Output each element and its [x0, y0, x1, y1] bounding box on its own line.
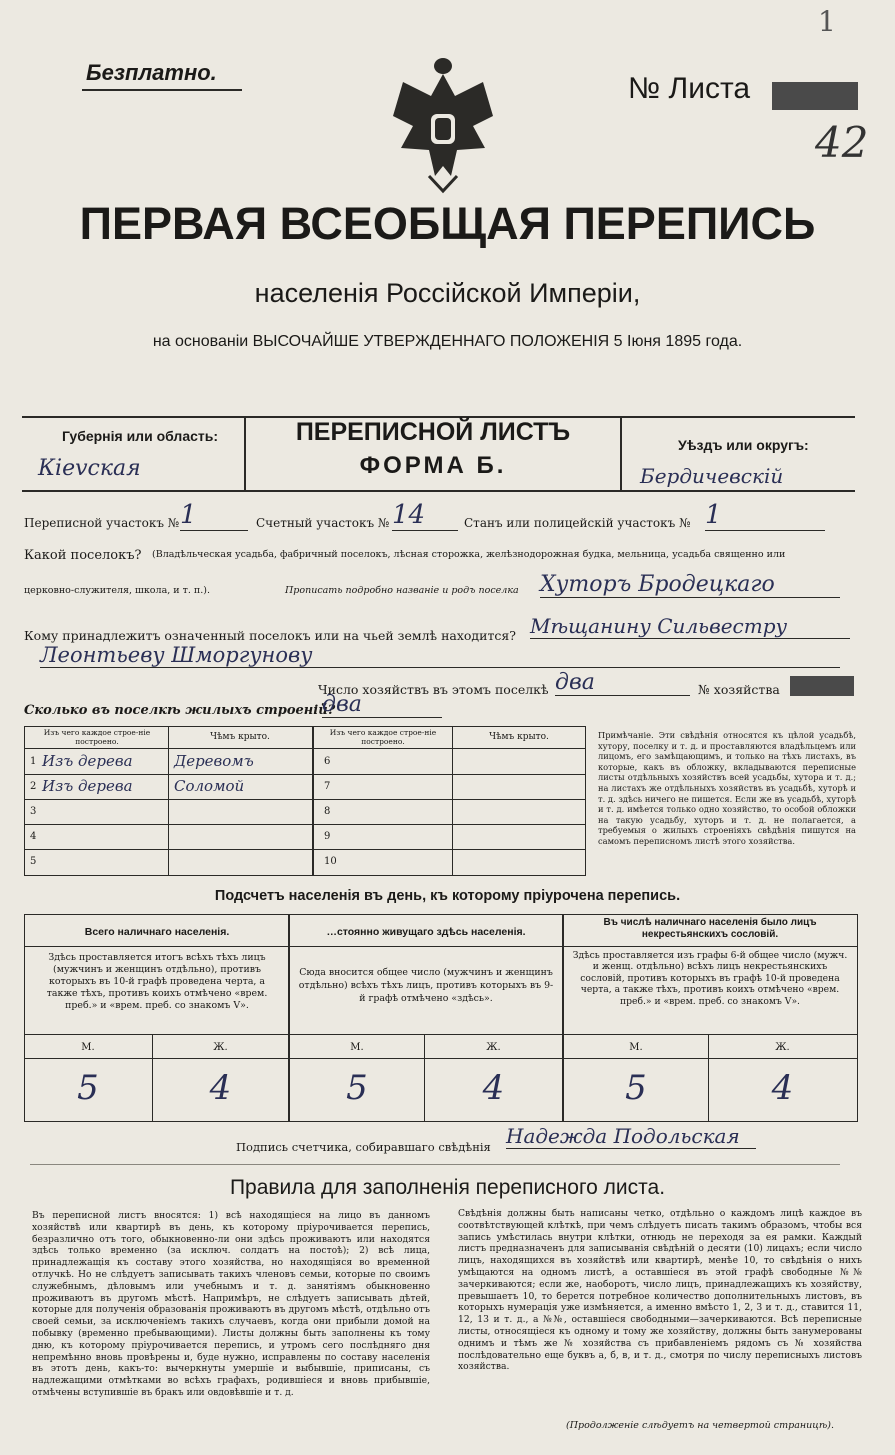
owner-value-2: Леонтьеву Шморгунову	[40, 643, 840, 668]
col-roof-head-right: Чѣмъ крыто.	[489, 732, 549, 742]
population-heading: Подсчетъ населенія въ день, къ которому пріурочена перепись.	[214, 888, 681, 904]
pop-value: 4	[482, 1068, 505, 1108]
district-label: Уѣздъ или округъ:	[678, 437, 809, 453]
pop-rule-head	[24, 946, 858, 947]
sheet-number-handwritten: 42	[815, 118, 869, 167]
pop-value: 5	[346, 1068, 368, 1108]
census-area-label: Переписной участокъ №	[24, 516, 180, 530]
imperial-eagle-icon	[383, 56, 503, 196]
row-number: 7	[324, 781, 331, 792]
settlement-instruction: Прописать подробно названіе и родъ поселка	[285, 585, 519, 596]
row-number: 3	[30, 806, 37, 817]
free-underline	[82, 89, 242, 91]
province-label: Губернія или область:	[62, 428, 219, 444]
pop-value: 5	[77, 1068, 99, 1108]
stan-label: Станъ или полицейскій участокъ №	[464, 516, 691, 530]
col-f-3: Ж.	[775, 1042, 790, 1053]
main-title: ПЕРВАЯ ВСЕОБЩАЯ ПЕРЕПИСЬ	[79, 198, 816, 249]
row-number: 10	[324, 856, 337, 867]
col-m-3: М.	[629, 1042, 643, 1053]
table-row	[314, 775, 586, 800]
pop-value: 4	[771, 1068, 794, 1108]
table-row	[314, 850, 586, 874]
stan-value: 1	[705, 500, 825, 531]
row-material: Изъ дерева	[42, 777, 133, 795]
buildings-label: Сколько въ поселкѣ жилыхъ строеній?	[24, 703, 336, 718]
col-material-head-left: Изъ чего каждое строе-ніе построено.	[43, 728, 151, 746]
pop-col3-head: Въ числѣ наличнаго населенія было лицъ некрестьянскихъ сословій.	[603, 917, 817, 940]
sheet-number-label: № Листа	[628, 72, 751, 105]
rule-bottom	[22, 490, 855, 492]
buildings-rows-left	[24, 750, 312, 874]
row-roof: Деревомъ	[174, 752, 254, 770]
table-row	[314, 800, 586, 825]
dotted-rule	[30, 1164, 840, 1165]
col-material-head-right: Изъ чего каждое строе-ніе построено.	[329, 728, 437, 746]
owner-label: Кому принадлежитъ означенный поселокъ или на чьей землѣ находится?	[24, 628, 516, 643]
col-m-2: М.	[350, 1042, 364, 1053]
basis-line: на основаніи ВЫСОЧАЙШЕ УТВЕРЖДЕННАГО ПОЛОЖЕНІЯ 5 Іюня 1895 года.	[152, 333, 743, 350]
note-text: Примѣчаніе. Эти свѣдѣнія относятся къ цѣлой усадьбѣ, хутору, поселку и т. д. и проставляются владѣльцемъ или лицомъ, его замѣщающимъ, и только на тѣхъ листахъ, въ которые, какъ въ обложку, вкладываются переписные листы отдѣльныхъ хозяйствъ всей усадьбы, хутора и т. д.; на листахъ же отдѣльныхъ хозяйствъ въ усадьбѣ, хуторѣ и т. д. здѣсь ничего не пишется. Если же въ усадьбѣ, хуторѣ и т. д. имѣется только одно хозяйство, то особой обложки на такую усадьбу, хуторъ и т. д. не полагается, а требуемыя о жилыхъ строеніяхъ свѣдѣнія пишутся на самомъ переписномъ листѣ этого хозяйства.	[598, 730, 856, 846]
free-label: Безплатно.	[86, 60, 217, 85]
pop-value: 5	[625, 1068, 647, 1108]
row-number: 6	[324, 756, 331, 767]
district-value: Бердичевскій	[640, 464, 784, 488]
settlement-label: Какой поселокъ?	[24, 548, 142, 563]
settlement-hint-2: церковно-служителя, школа, и т. п.).	[24, 585, 210, 596]
sheet-number-redacted	[772, 82, 858, 110]
rules-left-column: Въ переписной листъ вносятся: 1) всѣ находящіеся на лицо въ данномъ хозяйствѣ или квартирѣ въ день, къ которому пріурочивается перепись, безразлично отъ того, обыкновенно-ли они здѣсь проживаютъ или находятся здѣсь только временно (за исключ. солдатъ на постоѣ); 2) всѣ лица, принадлежащія къ составу этого хозяйства, но находящіяся во временной отлучкѣ. Но не слѣдуетъ записывать такихъ членовъ семьи, которые по своимъ служебнымъ, дѣловымъ или учебнымъ и т. д. занятіямъ обыкновенно проживаютъ въ другомъ мѣстѣ. Напримѣръ, не слѣдуетъ записывать дѣтей, которые для полученія образованія проживаютъ въ другомъ мѣстѣ, отдѣльно отъ своей семьи, за исключеніемъ такихъ случаевъ, когда они прибыли домой на побывку (временно пребывающими). Листы должны быть заполнены къ тому дню, къ которому пріурочивается перепись, и утромъ сего послѣдняго дня непремѣнно вновь провѣрены и, буде нужно, исправлены по составу населенія въ этотъ день, какъ-то: вычеркнуты умершіе и выбывшіе, приписаны, съ надлежащими отмѣтками во всѣхъ графахъ, родившіеся и вновь прибывшіе, отмѣчены вступившіе въ бракъ или овдовѣвшіе и т. д.	[32, 1210, 430, 1398]
col-f-1: Ж.	[213, 1042, 228, 1053]
row-number: 9	[324, 831, 331, 842]
signature-label: Подпись счетчика, собиравшаго свѣдѣнія	[236, 1140, 491, 1154]
households-value: два	[555, 670, 690, 696]
count-area-value: 14	[392, 500, 458, 531]
pop-col1-head: Всего наличнаго населенія.	[84, 926, 230, 938]
pop-col2-head: …стоянно живущаго здѣсь населенія.	[326, 926, 526, 938]
pop-col2-text: Сюда вносится общее число (мужчинъ и женщинъ отдѣльно) всѣхъ тѣхъ лицъ, противъ которыхъ въ 9-й графѣ отмѣчено «здѣсь».	[298, 967, 554, 1004]
col-roof-head-left: Чѣмъ крыто.	[210, 732, 270, 742]
buildings-value: два	[322, 692, 442, 718]
pop-rule-mf	[24, 1058, 858, 1059]
count-area-label: Счетный участокъ №	[256, 516, 390, 530]
row-number: 4	[30, 831, 37, 842]
table-row	[314, 750, 586, 775]
pop-col3-text: Здѣсь проставляется изъ графы 6-й общее число (мужч. и женщ. отдѣльно) всѣхъ лицъ некрестьянскихъ сословій, противъ которыхъ въ графѣ 10-й проведена черта, а также тѣхъ, противъ коихъ отмѣчено «врем. преб.» и «врем. преб. со знакомъ V».	[572, 950, 848, 1007]
row-number: 2	[30, 781, 37, 792]
form-title: ПЕРЕПИСНОЙ ЛИСТЪ	[295, 418, 571, 446]
row-number: 1	[30, 756, 37, 767]
owner-value-1: Мѣщанину Сильвестру	[530, 614, 850, 639]
rules-right-column: Свѣдѣнія должны быть написаны четко, отдѣльно о каждомъ лицѣ каждое въ соотвѣтствующей клѣткѣ, при чемъ слѣдуетъ писать такимъ образомъ, чтобы вся запись умѣстилась внутри клѣтки, отнюдь не переходя за ея рамки. Каждый листъ предназначенъ для записыванія свѣдѣній о десяти (10) лицахъ; если число лицъ, находящихся въ хозяйствѣ или квартирѣ, менѣе 10, то свѣдѣнія о нихъ умѣщаются на одномъ листѣ, а оставшіеся въ этой графѣ свободные №№ зачеркиваются; если же, наоборотъ, число лицъ, принадлежащихъ къ хозяйству, превышаетъ 10, то берется потребное количество дополнительныхъ листовъ, въ которыхъ нумерація уже измѣняется, а именно вмѣсто 1, 2, 3 и т. д., ставится 11, 12, 13 и т. д., а №№, оставшіеся свободными—зачеркиваются. Всѣ переписные листы, относящіеся къ одному и тому же хозяйству, должны быть занумерованы однимъ и тѣмъ же № хозяйства съ прибавленіемъ рядомъ съ № хозяйства послѣдовательно еще буквъ а, б, в, и т. д., смотря по числу переписныхъ листовъ хозяйства.	[458, 1208, 862, 1373]
settlement-hint: (Владѣльческая усадьба, фабричный поселокъ, лѣсная сторожка, желѣзнодорожная будка, мельница, усадьба священно или	[152, 549, 786, 560]
household-number-label: № хозяйства	[698, 682, 780, 697]
table-row	[24, 850, 312, 874]
pop-rule-text	[24, 1034, 858, 1035]
row-number: 8	[324, 806, 331, 817]
census-area-value: 1	[180, 500, 248, 531]
col-f-2: Ж.	[486, 1042, 501, 1053]
rules-heading: Правила для заполненія переписного листа.	[229, 1176, 666, 1199]
continued-note: (Продолженіе слѣдуетъ на четвертой страницѣ).	[566, 1420, 834, 1431]
signature-value: Надежда Подольская	[506, 1124, 756, 1149]
pop-col1-text: Здѣсь проставляется итогъ всѣхъ тѣхъ лицъ (мужчинъ и женщинъ отдѣльно), противъ которыхъ въ 10-й графѣ проведена черта, а также тѣхъ, противъ коихъ отмѣчено «врем. преб.» и «врем. преб. со знакомъ V».	[46, 952, 268, 1011]
col-m-1: М.	[81, 1042, 95, 1053]
subtitle: населенія Россійской Имперіи,	[254, 278, 641, 308]
corner-mark: 1	[818, 5, 836, 38]
table-row	[314, 825, 586, 850]
household-number-redacted	[790, 676, 854, 696]
table-row	[24, 775, 312, 800]
row-number: 5	[30, 856, 37, 867]
table-row	[24, 825, 312, 850]
table-row	[24, 750, 312, 775]
province-value: Кievская	[38, 456, 141, 481]
row-roof: Соломой	[174, 777, 245, 795]
settlement-value: Хуторъ Бродецкаго	[540, 572, 840, 598]
pop-value: 4	[209, 1068, 232, 1108]
divider-right	[620, 416, 622, 492]
table-header-rule	[24, 748, 586, 749]
buildings-rows-right	[314, 750, 586, 874]
form-subtitle: ФОРМА Б.	[359, 452, 507, 479]
households-label: Число хозяйствъ въ этомъ поселкѣ	[318, 682, 549, 697]
table-row	[24, 800, 312, 825]
row-material: Изъ дерева	[42, 752, 133, 770]
